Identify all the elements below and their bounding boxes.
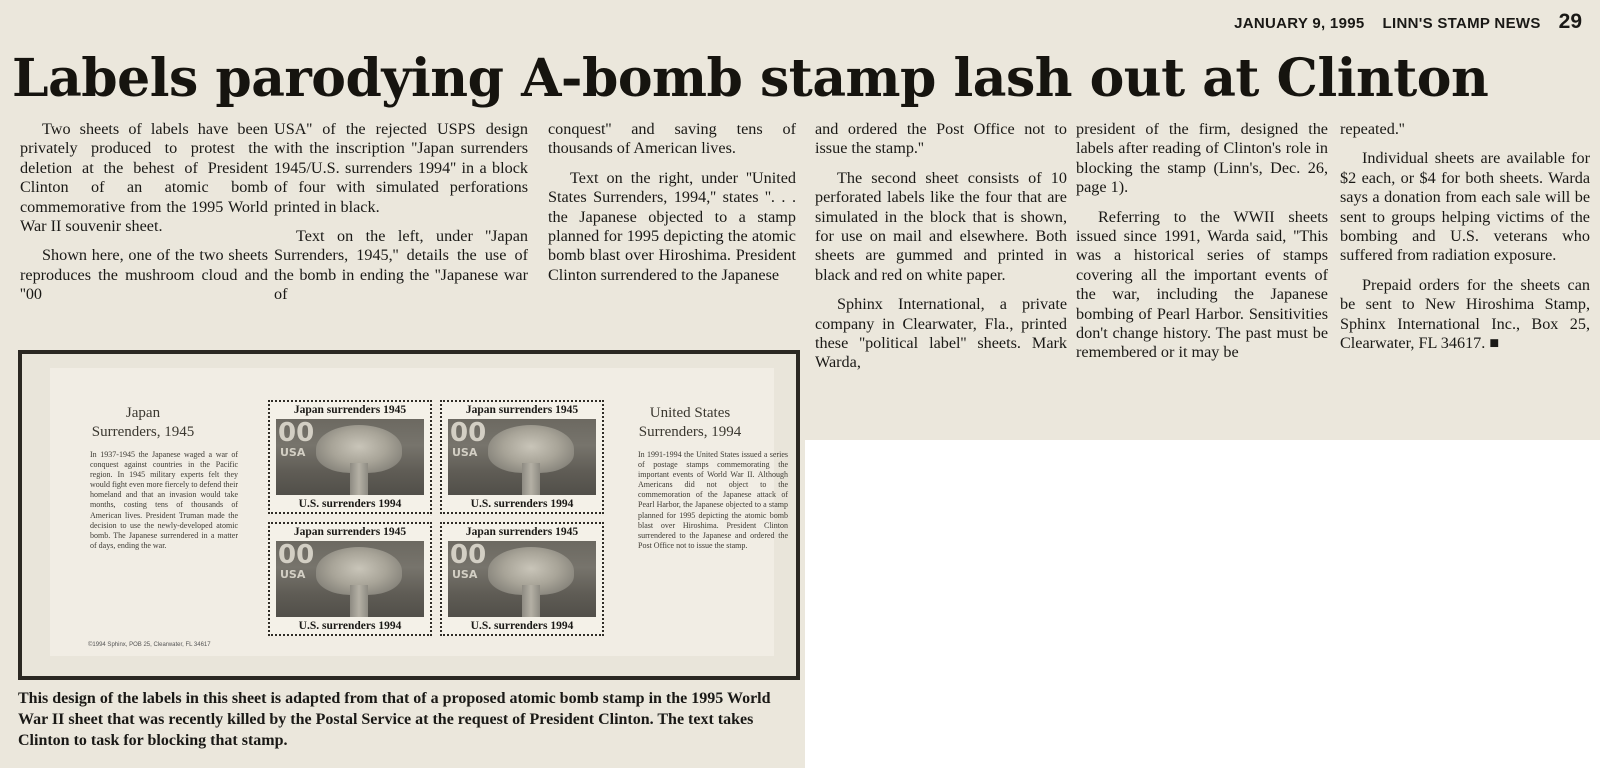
- paragraph: Text on the right, under ''United States Surrenders, 1994,'' states ''. . . the Japanese objected to a stamp planned for 1995 depicting the atomic bomb blast over Hiroshima. President Clinton surrendered to the Japanese: [548, 168, 796, 284]
- mushroom-cloud-image: [448, 541, 596, 617]
- paragraph: The second sheet consists of 10 perforated labels like the four that are simulated in the block that is shown, for use on mail and elsewhere. Both sheets are gummed and printed in black and red on white paper.: [815, 168, 1067, 284]
- paragraph: Individual sheets are available for $2 each, or $4 for both sheets. Warda says a donation from each sale will be sent to groups helping victims of the bombing and U.S. veterans who suffered from radiation exposure.: [1340, 149, 1590, 265]
- paragraph: Prepaid orders for the sheets can be sent to New Hiroshima Stamp, Sphinx International Inc., Box 25, Clearwater, FL 34617. ■: [1340, 275, 1590, 353]
- mushroom-cloud-stem: [350, 585, 368, 617]
- stamp-value: 00: [450, 419, 487, 448]
- paragraph: USA'' of the rejected USPS design with the inscription ''Japan surrenders 1945/U.S. surrenders 1994'' in a block of four with simulated perforations printed in black.: [274, 120, 528, 216]
- headline: Labels parodying A-bomb stamp lash out at Clinton: [12, 48, 1489, 109]
- stamp-country: USA: [280, 568, 306, 581]
- stamp-bottom-text: U.S. surrenders 1994: [298, 498, 402, 510]
- paragraph: Two sheets of labels have been privately produced to protest the deletion at the behest of President Clinton of an atomic bomb commemorative from the 1995 World War II souvenir sheet.: [20, 120, 268, 236]
- right-panel-title: United States Surrenders, 1994: [638, 405, 742, 440]
- blank-area: [805, 440, 1600, 768]
- stamp-country: USA: [280, 446, 306, 459]
- paragraph: Sphinx International, a private company in Clearwater, Fla., printed these ''political label'' sheets. Mark Warda,: [815, 295, 1067, 372]
- mushroom-cloud-stem: [350, 463, 368, 495]
- right-panel-text: In 1991-1994 the United States issued a series of postage stamps commemorating the important events of World War II. Although Americans did not object to the commemoration of the Japanese attack of Pearl Harbor, the Japanese objected to a stamp planned for 1995 depicting the atomic bomb blast over Hiroshima. President Clinton surrendered to the Japanese and ordered the Post Office not to issue the stamp.: [638, 450, 788, 550]
- mushroom-cloud-stem: [522, 463, 540, 495]
- publication-name: LINN'S STAMP NEWS: [1382, 15, 1541, 32]
- stamp-top-text: Japan surrenders 1945: [293, 526, 407, 538]
- label-sheet: [50, 368, 788, 656]
- label-sheet-figure: [18, 350, 800, 680]
- stamp-top-text: Japan surrenders 1945: [465, 526, 579, 538]
- paragraph: Text on the left, under ''Japan Surrenders, 1945,'' details the use of the bomb in ending the ''Japanese war of: [274, 227, 528, 304]
- stamp-label: [268, 522, 432, 636]
- paragraph: Referring to the WWII sheets issued since 1991, Warda said, ''This was a historical series of stamps covering all the important events of the war, including the Japanese bombing of Pearl Harbor. Sensitivities don't change history. The past must be remembered or it may be: [1076, 207, 1328, 362]
- page-header: [1234, 10, 1582, 34]
- stamp-value: 00: [450, 541, 487, 570]
- stamp-bottom-text: U.S. surrenders 1994: [470, 620, 574, 632]
- mushroom-cloud-image: [448, 419, 596, 495]
- article-column-2: [274, 120, 528, 305]
- paragraph: repeated.'': [1340, 120, 1405, 138]
- page-number: 29: [1558, 10, 1582, 33]
- stamp-value: 00: [278, 419, 315, 448]
- issue-date: JANUARY 9, 1995: [1234, 15, 1365, 32]
- figure-caption: This design of the labels in this sheet is adapted from that of a proposed atomic bomb stamp in the 1995 World War II sheet that was recently killed by the Postal Service at the request of President Clinton. The text takes Clinton to task for blocking that stamp.: [18, 690, 771, 749]
- article-column-1: [20, 120, 268, 305]
- stamp-label: [440, 522, 604, 636]
- stamp-bottom-text: U.S. surrenders 1994: [470, 498, 574, 510]
- stamp-label: [440, 400, 604, 514]
- mushroom-cloud-image: [276, 541, 424, 617]
- article-column-4: [815, 120, 1067, 373]
- article-column-6: [1340, 120, 1590, 353]
- article-column-5: [1076, 120, 1328, 363]
- stamp-value: 00: [278, 541, 315, 570]
- sheet-copyright: ©1994 Sphinx, POB 25, Clearwater, FL 34617: [88, 642, 211, 648]
- mushroom-cloud-image: [276, 419, 424, 495]
- paragraph: and ordered the Post Office not to issue the stamp.'': [815, 120, 1067, 158]
- paragraph: president of the firm, designed the labels after reading of Clinton's role in blocking the stamp (Linn's, Dec. 26, page 1).: [1076, 120, 1328, 197]
- article-column-3: [548, 120, 796, 285]
- stamp-block: [268, 400, 612, 638]
- left-panel-title: Japan Surrenders, 1945: [91, 405, 195, 440]
- stamp-bottom-text: U.S. surrenders 1994: [298, 620, 402, 632]
- stamp-country: USA: [452, 568, 478, 581]
- paragraph: conquest'' and saving tens of thousands of American lives.: [548, 120, 796, 158]
- stamp-label: [268, 400, 432, 514]
- stamp-top-text: Japan surrenders 1945: [465, 404, 579, 416]
- left-panel-text: In 1937-1945 the Japanese waged a war of conquest against countries in the Pacific region. In 1945 military experts felt they would fight even more fiercely to defend their homeland and that an invasion would take months, costing tens of thousands of American lives. President Truman made the decision to use the newly-developed atomic bomb. The Japanese surrendered in a matter of days, ending the war.: [90, 450, 238, 550]
- paragraph: Shown here, one of the two sheets reproduces the mushroom cloud and ''00: [20, 246, 268, 304]
- mushroom-cloud-stem: [522, 585, 540, 617]
- stamp-top-text: Japan surrenders 1945: [293, 404, 407, 416]
- stamp-country: USA: [452, 446, 478, 459]
